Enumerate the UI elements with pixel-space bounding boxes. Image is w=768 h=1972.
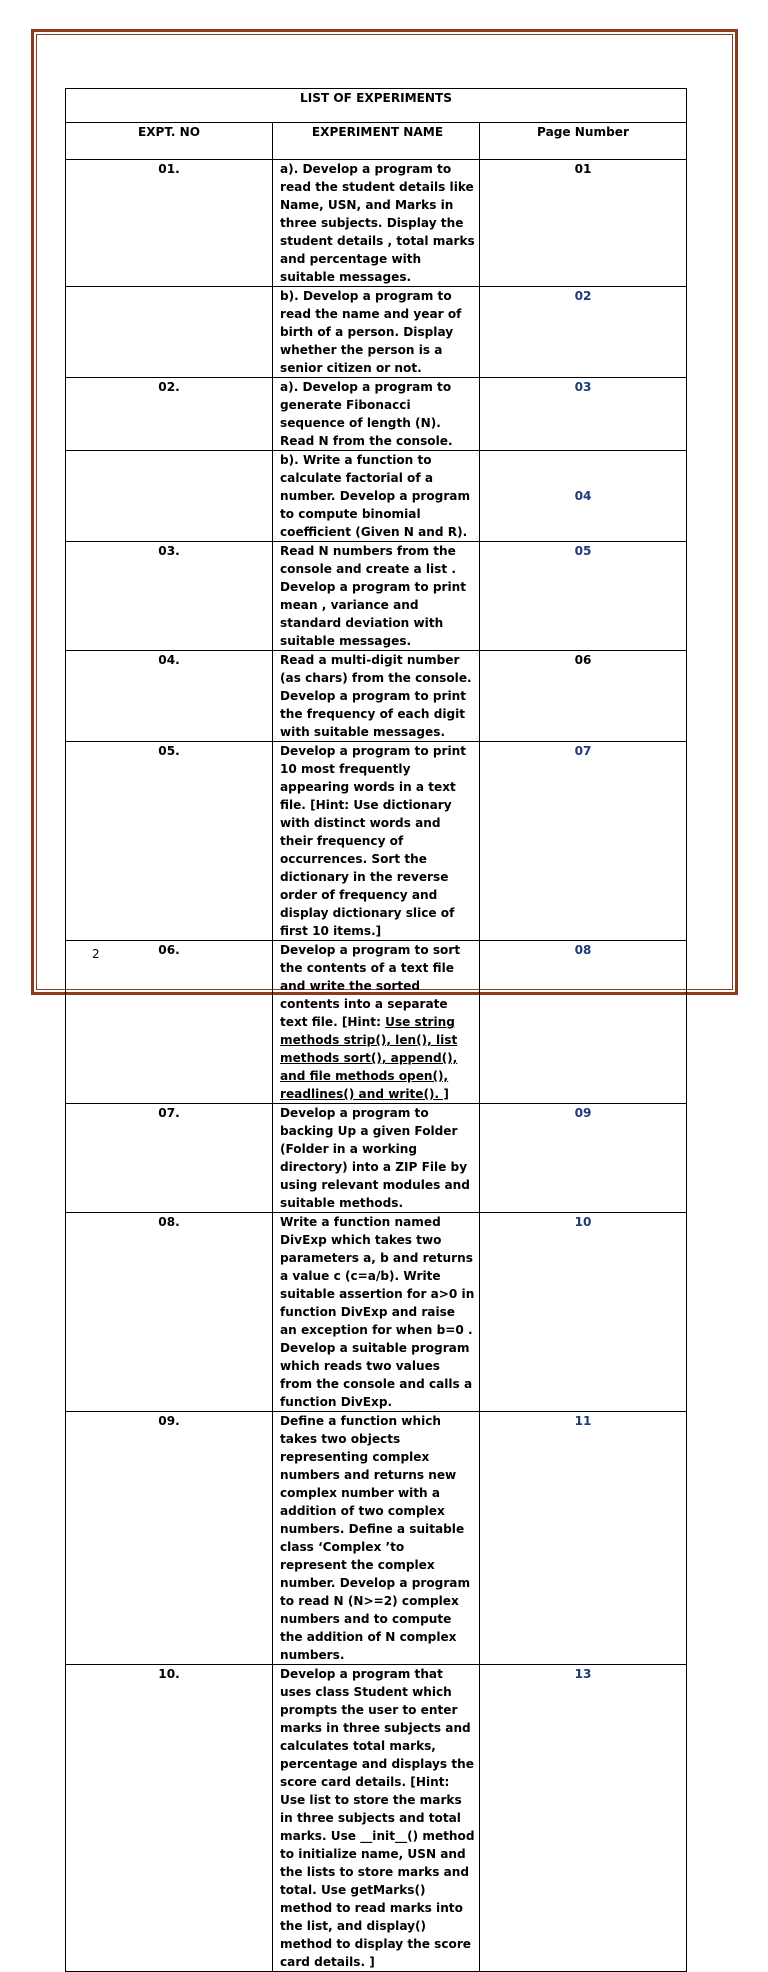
expt-no: 03. bbox=[158, 544, 180, 558]
table-row bbox=[66, 941, 687, 1104]
row-page-number bbox=[480, 1665, 687, 1972]
experiment-name: Develop a program to backing Up a given Folder (Folder in a working directory) into a ZIP File by using relevant modules and suitable methods. bbox=[280, 1106, 470, 1210]
row-expt-no bbox=[66, 1665, 273, 1972]
experiments-table bbox=[65, 88, 687, 1972]
row-page-number bbox=[480, 742, 687, 941]
table-row bbox=[66, 378, 687, 451]
table-row bbox=[66, 1412, 687, 1665]
page-number: 11 bbox=[574, 1414, 592, 1428]
experiment-name: Read N numbers from the console and create a list . Develop a program to print mean , variance and standard deviation with suitable messages. bbox=[280, 544, 467, 648]
table-row bbox=[66, 651, 687, 742]
table-row bbox=[66, 1104, 687, 1213]
experiment-name: a). Develop a program to read the student details like Name, USN, and Marks in three subjects. Display the student details , total marks and percentage with suitable messages. bbox=[280, 162, 475, 284]
row-experiment-name bbox=[273, 1104, 480, 1213]
page-number-footer: 2 bbox=[92, 947, 100, 961]
header-page-number bbox=[480, 123, 687, 160]
row-page-number bbox=[480, 1104, 687, 1213]
row-page-number bbox=[480, 378, 687, 451]
table-title bbox=[66, 89, 687, 123]
row-experiment-name bbox=[273, 1665, 480, 1972]
experiment-name: Develop a program to sort the contents of a text file and write the sorted contents into a separate text file. [Hint: bbox=[280, 943, 461, 1029]
row-page-number bbox=[480, 542, 687, 651]
page-number: 08 bbox=[574, 943, 592, 957]
row-expt-no bbox=[66, 542, 273, 651]
page-number: 09 bbox=[574, 1106, 592, 1120]
experiment-name-underlined: Use string methods strip(), len(), list methods sort(), append(), and file methods open(), readlines() and write(). ] bbox=[280, 1015, 458, 1101]
page-number: 01 bbox=[574, 162, 592, 176]
expt-no: 04. bbox=[158, 653, 180, 667]
expt-no: 10. bbox=[158, 1667, 180, 1681]
row-expt-no bbox=[66, 742, 273, 941]
row-expt-no bbox=[66, 1412, 273, 1665]
header-page-number-text: Page Number bbox=[537, 125, 629, 139]
row-experiment-name bbox=[273, 451, 480, 542]
page-number: 06 bbox=[574, 653, 592, 667]
expt-no: 07. bbox=[158, 1106, 180, 1120]
row-experiment-name bbox=[273, 1213, 480, 1412]
experiment-name: Develop a program to print 10 most frequently appearing words in a text file. [Hint: Use dictionary with distinct words and their frequency of occurrences. Sort the dictionary in the reverse order of frequency and display dictionary slice of first 10 items.] bbox=[280, 744, 467, 938]
row-expt-no bbox=[66, 941, 273, 1104]
table-row bbox=[66, 542, 687, 651]
table-row bbox=[66, 160, 687, 287]
table-title-text: LIST OF EXPERIMENTS bbox=[299, 91, 453, 105]
row-experiment-name bbox=[273, 651, 480, 742]
row-experiment-name bbox=[273, 941, 480, 1104]
page-number: 03 bbox=[574, 380, 592, 394]
row-expt-no bbox=[66, 287, 273, 378]
expt-no: 06. bbox=[158, 943, 180, 957]
row-experiment-name bbox=[273, 160, 480, 287]
row-experiment-name bbox=[273, 542, 480, 651]
experiment-name: a). Develop a program to generate Fibonacci sequence of length (N). Read N from the console. bbox=[280, 380, 453, 448]
row-experiment-name bbox=[273, 287, 480, 378]
experiment-name: b). Develop a program to read the name and year of birth of a person. Display whether the person is a senior citizen or not. bbox=[280, 289, 462, 375]
row-expt-no bbox=[66, 651, 273, 742]
page-number: 02 bbox=[574, 289, 592, 303]
header-experiment-name bbox=[273, 123, 480, 160]
page-number: 13 bbox=[574, 1667, 592, 1681]
header-expt-no-text: EXPT. NO bbox=[137, 125, 201, 139]
expt-no: 08. bbox=[158, 1215, 180, 1229]
row-expt-no bbox=[66, 1213, 273, 1412]
experiment-name: Develop a program that uses class Student which prompts the user to enter marks in three subjects and calculates total marks, percentage and displays the score card details. [Hint: Use list to store the marks in three subjects and total marks. Use __init__() method to initialize name, USN and the lists to store marks and total. Use getMarks() method to read marks into the list, and display() method to display the score card details. ] bbox=[280, 1667, 475, 1969]
table-row bbox=[66, 451, 687, 542]
experiment-name: Write a function named DivExp which takes two parameters a, b and returns a value c (c=a/b). Write suitable assertion for a>0 in function DivExp and raise an exception for when b=0 . Develop a suitable program which reads two values from the console and calls a function DivExp. bbox=[280, 1215, 475, 1409]
header-expt-no bbox=[66, 123, 273, 160]
table-row bbox=[66, 1665, 687, 1972]
row-page-number bbox=[480, 451, 687, 542]
page-number: 05 bbox=[574, 544, 592, 558]
row-experiment-name bbox=[273, 742, 480, 941]
page-number: 07 bbox=[574, 744, 592, 758]
header-experiment-name-text: EXPERIMENT NAME bbox=[311, 125, 444, 139]
row-page-number bbox=[480, 941, 687, 1104]
experiment-name: Define a function which takes two objects representing complex numbers and returns new complex number with a addition of two complex numbers. Define a suitable class ‘Complex ’to represent the complex number. Develop a program to read N (N>=2) complex numbers and to compute the addition of N complex numbers. bbox=[280, 1414, 471, 1662]
row-page-number bbox=[480, 1213, 687, 1412]
row-expt-no bbox=[66, 451, 273, 542]
table-row bbox=[66, 287, 687, 378]
expt-no: 09. bbox=[158, 1414, 180, 1428]
row-experiment-name bbox=[273, 1412, 480, 1665]
row-experiment-name bbox=[273, 378, 480, 451]
experiment-name: Read a multi-digit number (as chars) from the console. Develop a program to print the frequency of each digit with suitable messages. bbox=[280, 653, 472, 739]
page-number: 10 bbox=[574, 1215, 592, 1229]
experiment-name: b). Write a function to calculate factorial of a number. Develop a program to compute binomial coefficient (Given N and R). bbox=[280, 453, 471, 539]
table-header-row bbox=[66, 123, 687, 160]
row-expt-no bbox=[66, 1104, 273, 1213]
row-page-number bbox=[480, 160, 687, 287]
row-page-number bbox=[480, 287, 687, 378]
expt-no: 05. bbox=[158, 744, 180, 758]
table-row bbox=[66, 742, 687, 941]
row-expt-no bbox=[66, 160, 273, 287]
page-number: 04 bbox=[574, 489, 592, 503]
table-row bbox=[66, 1213, 687, 1412]
row-page-number bbox=[480, 651, 687, 742]
expt-no: 02. bbox=[158, 380, 180, 394]
expt-no: 01. bbox=[158, 162, 180, 176]
row-page-number bbox=[480, 1412, 687, 1665]
row-expt-no bbox=[66, 378, 273, 451]
